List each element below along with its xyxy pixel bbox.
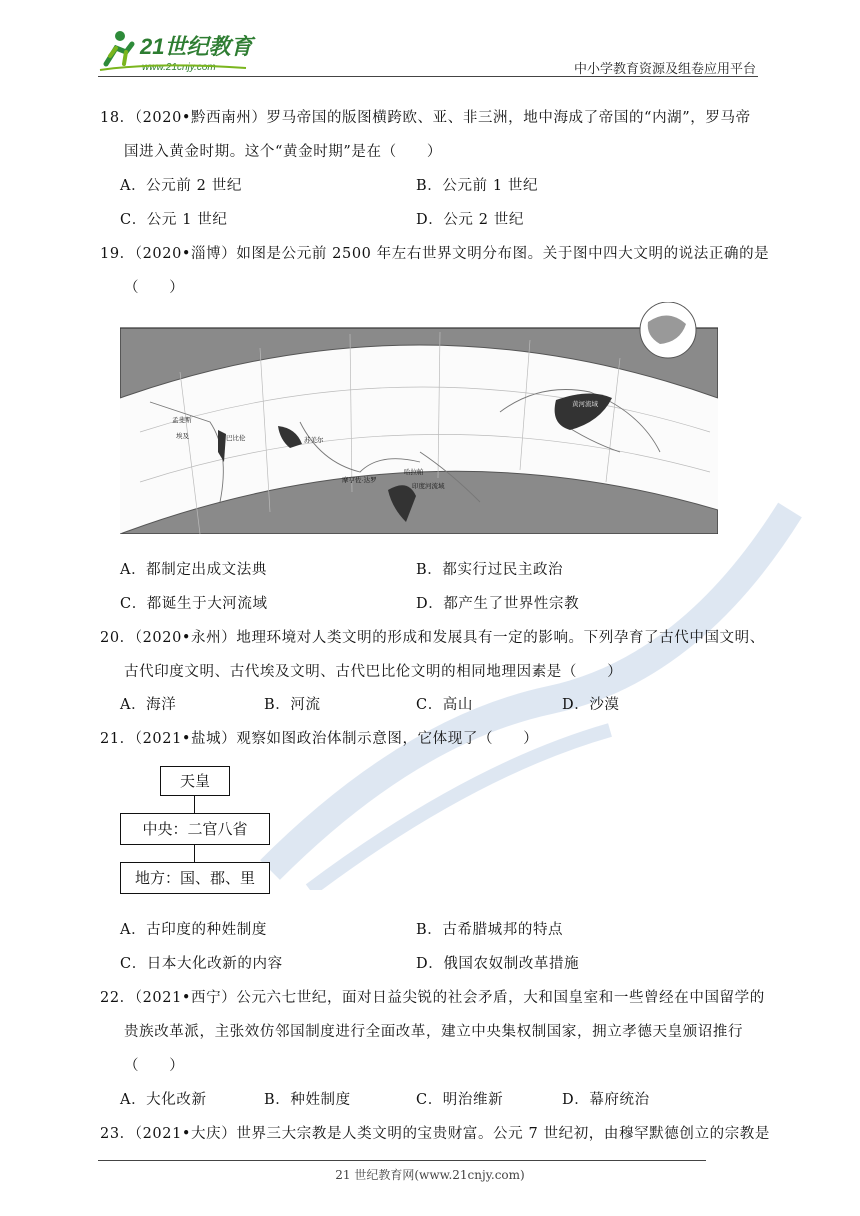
q22-stem-line3: （ ） xyxy=(124,1058,185,1074)
q19-stem-line2: （ ） xyxy=(124,280,185,296)
q19-option-a[interactable]: A．都制定出成文法典 xyxy=(120,562,267,578)
q22-option-b[interactable]: B．种姓制度 xyxy=(264,1092,351,1108)
box-emperor: 天皇 xyxy=(160,766,230,796)
q18-option-c[interactable]: C．公元 1 世纪 xyxy=(120,212,228,228)
q18-option-b[interactable]: B．公元前 1 世纪 xyxy=(416,178,539,194)
q21-option-c[interactable]: C．日本大化改新的内容 xyxy=(120,956,283,972)
q19-stem-line1: 19．（2020•淄博）如图是公元前 2500 年左右世界文明分布图。关于图中四大文明的说法正确的是 xyxy=(100,246,770,262)
footer-text: 21 世纪教育网(www.21cnjy.com) xyxy=(335,1168,525,1182)
label-egypt-top: 孟斐斯 xyxy=(172,417,192,424)
header-rule xyxy=(98,76,758,77)
site-logo xyxy=(96,24,256,76)
civilization-map xyxy=(120,302,718,534)
q20-stem-line1: 20．（2020•永州）地理环境对人类文明的形成和发展具有一定的影响。下列孕育了古代中国文明、 xyxy=(100,630,765,646)
label-egypt: 埃及 xyxy=(176,433,189,440)
label-yellow-river: 黄河流域 xyxy=(572,401,598,408)
logo-url: www.21cnjy.com xyxy=(142,62,216,73)
connector-2 xyxy=(194,844,195,862)
q18-stem-line2: 国进入黄金时期。这个“黄金时期”是在（ ） xyxy=(124,144,443,160)
q19-option-b[interactable]: B．都实行过民主政治 xyxy=(416,562,564,578)
q20-stem-line2: 古代印度文明、古代埃及文明、古代巴比伦文明的相同地理因素是（ ） xyxy=(124,664,623,680)
label-babylon: 巴比伦 xyxy=(226,435,246,442)
q19-option-d[interactable]: D．都产生了世界性宗教 xyxy=(416,596,580,612)
footer-rule xyxy=(98,1160,706,1161)
q20-option-d[interactable]: D．沙漠 xyxy=(562,697,620,713)
q22-option-d[interactable]: D．幕府统治 xyxy=(562,1092,650,1108)
q23-stem-line1: 23．（2021•大庆）世界三大宗教是人类文明的宝贵财富。公元 7 世纪初，由穆罕默德创立的宗教是 xyxy=(100,1126,770,1142)
q22-stem-line1: 22．（2021•西宁）公元六七世纪，面对日益尖锐的社会矛盾，大和国皇室和一些曾经在中国留学的 xyxy=(100,990,765,1006)
q22-option-a[interactable]: A．大化改新 xyxy=(120,1092,207,1108)
q21-option-d[interactable]: D．俄国农奴制改革措施 xyxy=(416,956,580,972)
q20-option-c[interactable]: C．高山 xyxy=(416,697,473,713)
q21-option-a[interactable]: A．古印度的种姓制度 xyxy=(120,922,267,938)
q18-stem-line1: 18．（2020•黔西南州）罗马帝国的版图横跨欧、亚、非三洲，地中海成了帝国的“内湖”，罗马帝 xyxy=(100,110,751,126)
label-harappa: 哈拉帕 xyxy=(404,469,424,476)
label-sumer: 苏美尔 xyxy=(304,437,324,444)
q22-option-c[interactable]: C．明治维新 xyxy=(416,1092,504,1108)
box-central: 中央：二官八省 xyxy=(120,813,270,845)
header-slogan: 中小学教育资源及组卷应用平台 xyxy=(573,62,756,77)
q18-option-d[interactable]: D．公元 2 世纪 xyxy=(416,212,524,228)
q21-option-b[interactable]: B．古希腊城邦的特点 xyxy=(416,922,564,938)
q19-option-c[interactable]: C．都诞生于大河流域 xyxy=(120,596,268,612)
runner-icon xyxy=(106,31,132,64)
q22-stem-line2: 贵族改革派，主张效仿邻国制度进行全面改革，建立中央集权制国家，拥立孝德天皇颁诏推行 xyxy=(124,1024,744,1040)
label-indus: 印度河流域 xyxy=(412,483,445,490)
logo-text: 21世纪教育 xyxy=(140,34,253,59)
connector-1 xyxy=(194,795,195,813)
q21-stem-line1: 21．（2021•盐城）观察如图政治体制示意图，它体现了（ ） xyxy=(100,731,539,747)
q20-option-b[interactable]: B．河流 xyxy=(264,697,321,713)
q18-option-a[interactable]: A．公元前 2 世纪 xyxy=(120,178,242,194)
box-local: 地方：国、郡、里 xyxy=(120,862,270,894)
q20-option-a[interactable]: A．海洋 xyxy=(120,697,177,713)
label-mohenjo: 摩亨佐·达罗 xyxy=(342,477,377,484)
